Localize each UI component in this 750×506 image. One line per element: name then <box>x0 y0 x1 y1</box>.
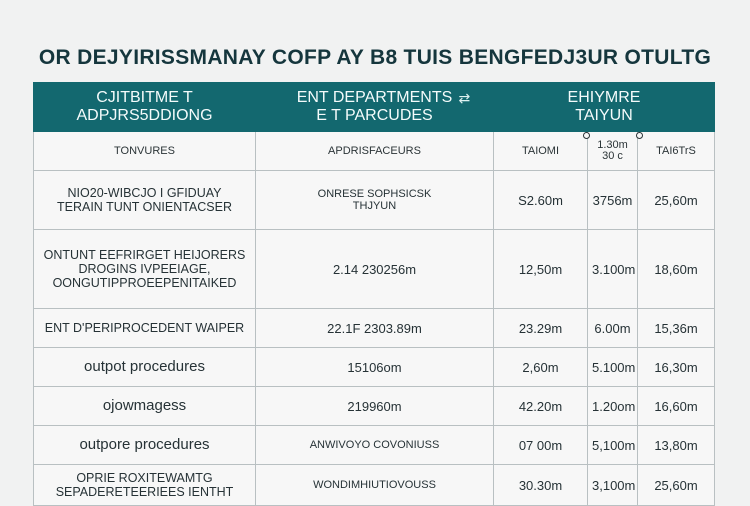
row-value-b: 5,100m <box>588 426 638 465</box>
table-row <box>34 426 715 465</box>
row-value-a: 12,50m <box>494 230 588 309</box>
table-row <box>34 230 715 309</box>
header-col1-line2: ADPJRS5DDIONG <box>76 107 213 124</box>
header-col2-line1: ENT DEPARTMENTS <box>296 89 453 106</box>
header-col2 <box>256 83 494 132</box>
column-marker-dot <box>583 132 590 139</box>
row-value-b: 3756m <box>588 171 638 230</box>
swap-arrow-icon: ⇄ <box>458 90 471 106</box>
table-row <box>34 387 715 426</box>
row-value-b: 3,100m <box>588 465 638 506</box>
row-value-c: 15,36m <box>638 309 715 348</box>
row-label: outpore procedures <box>79 436 210 453</box>
row-department: 15106om <box>347 359 402 375</box>
table-header-row <box>34 83 715 132</box>
row-value-a: 30.30m <box>494 465 588 506</box>
row-label: ojowmagess <box>102 397 187 414</box>
header-col3-line2: TAIYUN <box>575 107 633 124</box>
subheader-col3: TAIOMI <box>494 132 588 171</box>
row-department: 2.14 230256m <box>332 261 417 277</box>
row-value-c: 16,30m <box>638 348 715 387</box>
row-label: ENT D'PERIPROCEDENT WAIPER <box>44 321 245 335</box>
subheader-col2: APDRISFACEURS <box>256 132 494 171</box>
row-label: NIO20-WIBCJO I GFIDUAY <box>67 186 222 200</box>
row-label: DROGINS IVPEEIAGE, <box>78 262 211 276</box>
row-value-a: 2,60m <box>494 348 588 387</box>
row-label: OONGUTIPPROEEPENITAIKED <box>52 276 237 290</box>
row-value-c: 18,60m <box>638 230 715 309</box>
subheader-col4-line1: 1.30m <box>597 139 628 151</box>
row-value-a: 23.29m <box>494 309 588 348</box>
row-department: THJYUN <box>352 200 397 212</box>
table-row <box>34 171 715 230</box>
row-value-a: 07 00m <box>494 426 588 465</box>
row-value-b: 6.00m <box>588 309 638 348</box>
page-title: OR DEJYIRISSMANAY COFP AY B8 TUIS BENGFEDJ3UR OTULTG <box>38 46 712 69</box>
row-department: 219960m <box>347 398 402 414</box>
row-label: ONTUNT EEFRIRGET HEIJORERS <box>43 248 246 262</box>
row-value-a: 42.20m <box>494 387 588 426</box>
table-subheader-row <box>34 132 715 171</box>
row-label: OPRIE ROXITEWAMTG <box>76 471 213 485</box>
row-department: ONRESE SOPHSICSK <box>317 188 432 200</box>
subheader-col4-line2: 30 c <box>602 150 623 162</box>
table-row <box>34 348 715 387</box>
department-table <box>33 82 715 506</box>
row-value-c: 13,80m <box>638 426 715 465</box>
row-label: outpot procedures <box>84 358 205 375</box>
table-row <box>34 309 715 348</box>
row-value-c: 16,60m <box>638 387 715 426</box>
table-row <box>34 465 715 506</box>
row-value-c: 25,60m <box>638 465 715 506</box>
row-value-b: 1.20om <box>588 387 638 426</box>
subheader-col4 <box>588 132 638 171</box>
header-col1 <box>34 83 256 132</box>
header-col3 <box>494 83 715 132</box>
row-label: SEPADERETEERIEES IENTHT <box>55 485 234 499</box>
header-col2-line2: E T PARCUDES <box>316 107 433 124</box>
header-col1-line1: CJITBITME T <box>96 89 193 106</box>
row-value-b: 5.100m <box>588 348 638 387</box>
row-department: ANWIVOYO COVONIUSS <box>309 439 440 451</box>
row-value-c: 25,60m <box>638 171 715 230</box>
subheader-col5: TAI6TrS <box>638 132 715 171</box>
row-department: WONDIMHIUTIOVOUSS <box>313 479 436 491</box>
column-marker-dot <box>636 132 643 139</box>
row-department: 22.1F 2303.89m <box>327 320 422 336</box>
subheader-col1: TONVURES <box>34 132 256 171</box>
row-value-a: S2.60m <box>494 171 588 230</box>
header-col3-line1: EHIYMRE <box>567 89 641 106</box>
row-value-b: 3.100m <box>588 230 638 309</box>
row-label: TERAIN TUNT ONIENTACSER <box>56 200 233 214</box>
